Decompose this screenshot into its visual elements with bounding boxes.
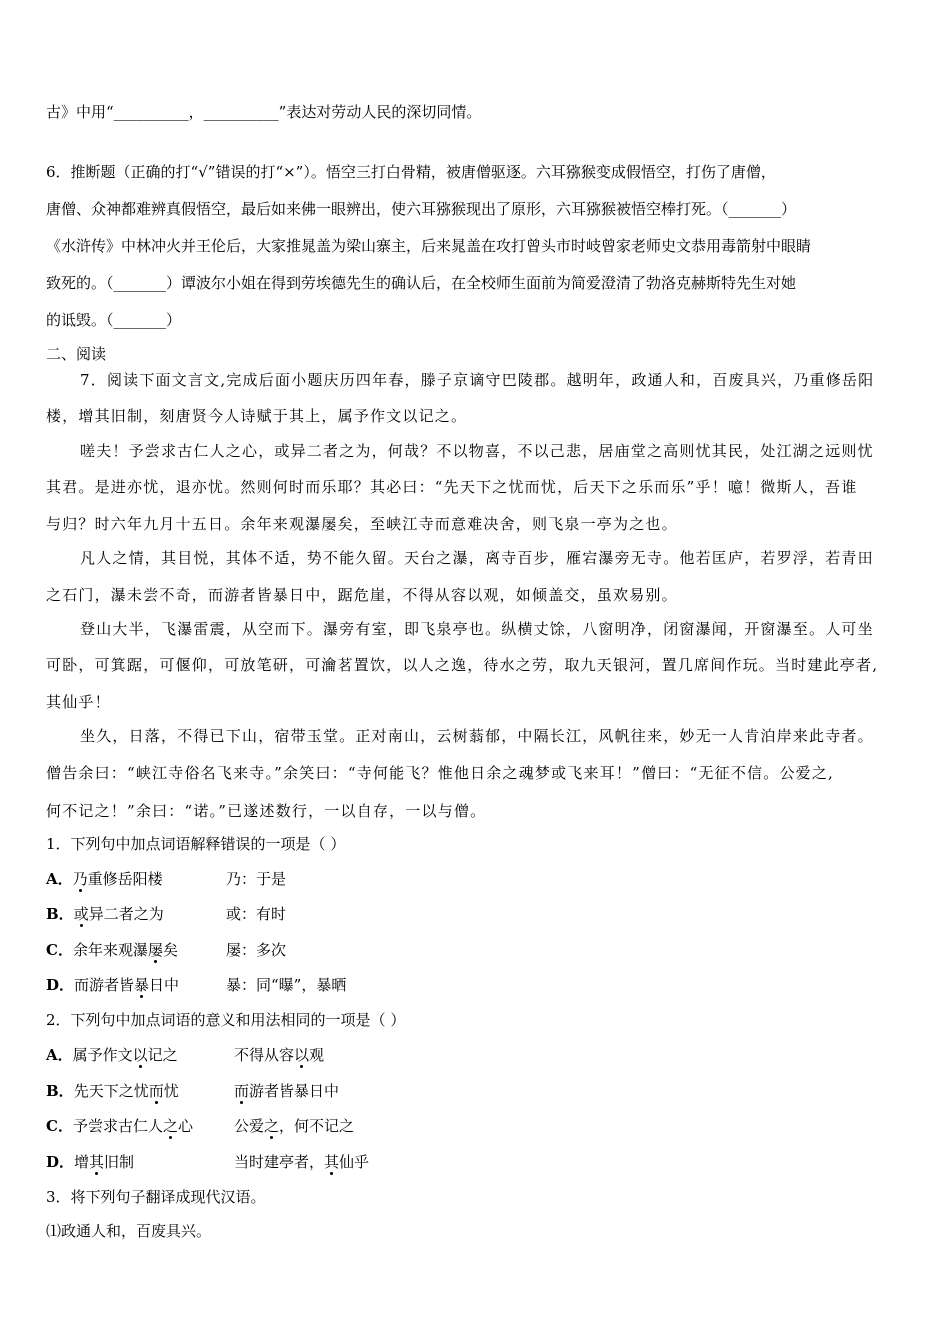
question-3-sub-1: ⑴政通人和，百废具兴。: [46, 1222, 212, 1240]
option-second-phrase: 当时建亭者，其仙乎: [234, 1153, 370, 1171]
question-2-stem: 2．下列句中加点词语的意义和用法相同的一项是（ ）: [46, 1011, 406, 1029]
question-3-stem: 3．将下列句子翻译成现代汉语。: [46, 1188, 266, 1206]
option-gloss: 乃：于是: [226, 870, 287, 888]
option-label: A．: [46, 1046, 73, 1064]
passage-line: 坐久，日落，不得已下山，宿带玉堂。正对南山，云树蓊郁，中隔长江，风帆往来，妙无一人肯泊岸来此寺者。: [80, 727, 874, 745]
passage-line: 7．阅读下面文言文,完成后面小题庆历四年春，滕子京谪守巴陵郡。越明年，政通人和，百废具兴，乃重修岳阳: [80, 371, 875, 389]
option-second-phrase: 不得从容以观: [234, 1046, 325, 1064]
section-heading-reading: 二、阅读: [46, 345, 107, 363]
question-6-line-5: 的诋毁。（_______）: [46, 311, 182, 329]
dotted-word: 之: [264, 1117, 280, 1135]
passage-line: 僧告余曰：“峡江寺俗名飞来寺。”余笑曰：“寺何能飞？惟他日余之魂梦或飞来耳！”僧曰：“无征不信。公爱之,: [46, 764, 835, 782]
dotted-word: 而: [234, 1082, 250, 1100]
passage-line: 与归？时六年九月十五日。余年来观瀑屡矣，至峡江寺而意难决舍，则飞泉一亭为之也。: [46, 515, 678, 533]
question-6-line-4: 致死的。（_______）谭波尔小姐在得到劳埃德先生的确认后，在全校师生面前为简爱澄清了勃洛克赫斯特先生对她: [46, 274, 797, 292]
question-6-line-3: 《水浒传》中林冲火并王伦后，大家推晁盖为梁山寨主，后来晁盖在攻打曾头市时岐曾家老师史文恭用毒箭射中眼睛: [46, 237, 812, 255]
passage-line: 其仙乎！: [46, 693, 111, 711]
dotted-word: 或: [73, 905, 89, 923]
question-6-line-2: 唐僧、众神都难辨真假悟空，最后如来佛一眼辨出，使六耳猕猴现出了原形，六耳猕猴被悟空棒打死。（_______）: [46, 200, 797, 218]
option-gloss: 屡：多次: [226, 941, 287, 959]
dotted-word: 以: [294, 1046, 310, 1064]
q1-option-d: D．而游者皆暴日中 暴：同“曝”，暴晒: [46, 976, 347, 994]
q2-option-a: A．属予作文以记之 不得从容以观: [46, 1046, 325, 1064]
option-label: C．: [46, 941, 73, 959]
passage-line: 可卧，可箕踞，可偃仰，可放笔研，可瀹茗置饮，以人之逸，待水之劳，取九天银河，置几席间作玩。当时建此亭者,: [46, 656, 879, 674]
q2-option-d: D．增其旧制 当时建亭者，其仙乎: [46, 1153, 370, 1171]
passage-line: 其君。是进亦忧，退亦忧。然则何时而乐耶？其必曰：“先天下之忧而忧，后天下之乐而乐”乎！噫！微斯人，吾谁: [46, 478, 858, 496]
option-gloss: 暴：同“曝”，暴晒: [226, 976, 347, 994]
dotted-word: 暴: [134, 976, 150, 994]
option-label: D．: [46, 1153, 75, 1171]
dotted-word: 之: [162, 1117, 178, 1135]
question-1-stem: 1．下列句中加点词语解释错误的一项是（ ）: [46, 835, 346, 853]
option-label: B．: [46, 905, 74, 923]
question-6-line-1: 6．推断题（正确的打“√”错误的打“×”）。悟空三打白骨精，被唐僧驱逐。六耳猕猴变成假悟空，打伤了唐僧，: [46, 163, 776, 181]
dotted-word: 以: [132, 1046, 148, 1064]
dotted-word: 乃: [72, 870, 88, 888]
passage-line: 凡人之情，其目悦，其体不适，势不能久留。天台之瀑，离寺百步，雁宕瀑旁无寺。他若匡庐，若罗浮，若青田: [80, 549, 874, 567]
q1-option-b: B．或异二者之为 或：有时: [46, 905, 287, 923]
dotted-word: 屡: [147, 941, 163, 959]
q2-option-c: C．予尝求古仁人之心 公爱之，何不记之: [46, 1117, 355, 1135]
fill-blank-line: 古》中用“__________，__________”表达对劳动人民的深切同情。: [46, 103, 482, 121]
passage-line: 何不记之！”余曰：“诺。”已遂述数行，一以自存，一以与僧。: [46, 802, 487, 820]
q1-option-a: A．乃重修岳阳楼 乃：于是: [46, 870, 287, 888]
dotted-word: 其: [89, 1153, 105, 1171]
option-second-phrase: 公爱之，何不记之: [234, 1117, 355, 1135]
option-second-phrase: 而游者皆暴日中: [234, 1082, 340, 1100]
dotted-word: 其: [324, 1153, 340, 1171]
passage-line: 楼，增其旧制，刻唐贤今人诗赋于其上，属予作文以记之。: [46, 407, 468, 425]
option-label: C．: [46, 1117, 73, 1135]
q1-option-c: C．余年来观瀑屡矣 屡：多次: [46, 941, 287, 959]
option-gloss: 或：有时: [226, 905, 287, 923]
passage-line: 登山大半，飞瀑雷震，从空而下。瀑旁有室，即飞泉亭也。纵横丈馀，八窗明净，闭窗瀑闻，开窗瀑至。人可坐: [80, 620, 874, 638]
q2-option-b: B．先天下之忧而忧 而游者皆暴日中: [46, 1082, 340, 1100]
option-label: A．: [46, 870, 73, 888]
dotted-word: 而: [148, 1082, 164, 1100]
option-label: D．: [46, 976, 75, 994]
option-label: B．: [46, 1082, 74, 1100]
passage-line: 之石门，瀑未尝不奇，而游者皆暴日中，踞危崖，不得从容以观，如倾盖交，虽欢易别。: [46, 586, 678, 604]
passage-line: 嗟夫！予尝求古仁人之心，或异二者之为，何哉？不以物喜，不以己悲，居庙堂之高则忧其民，处江湖之远则忧: [80, 442, 874, 460]
